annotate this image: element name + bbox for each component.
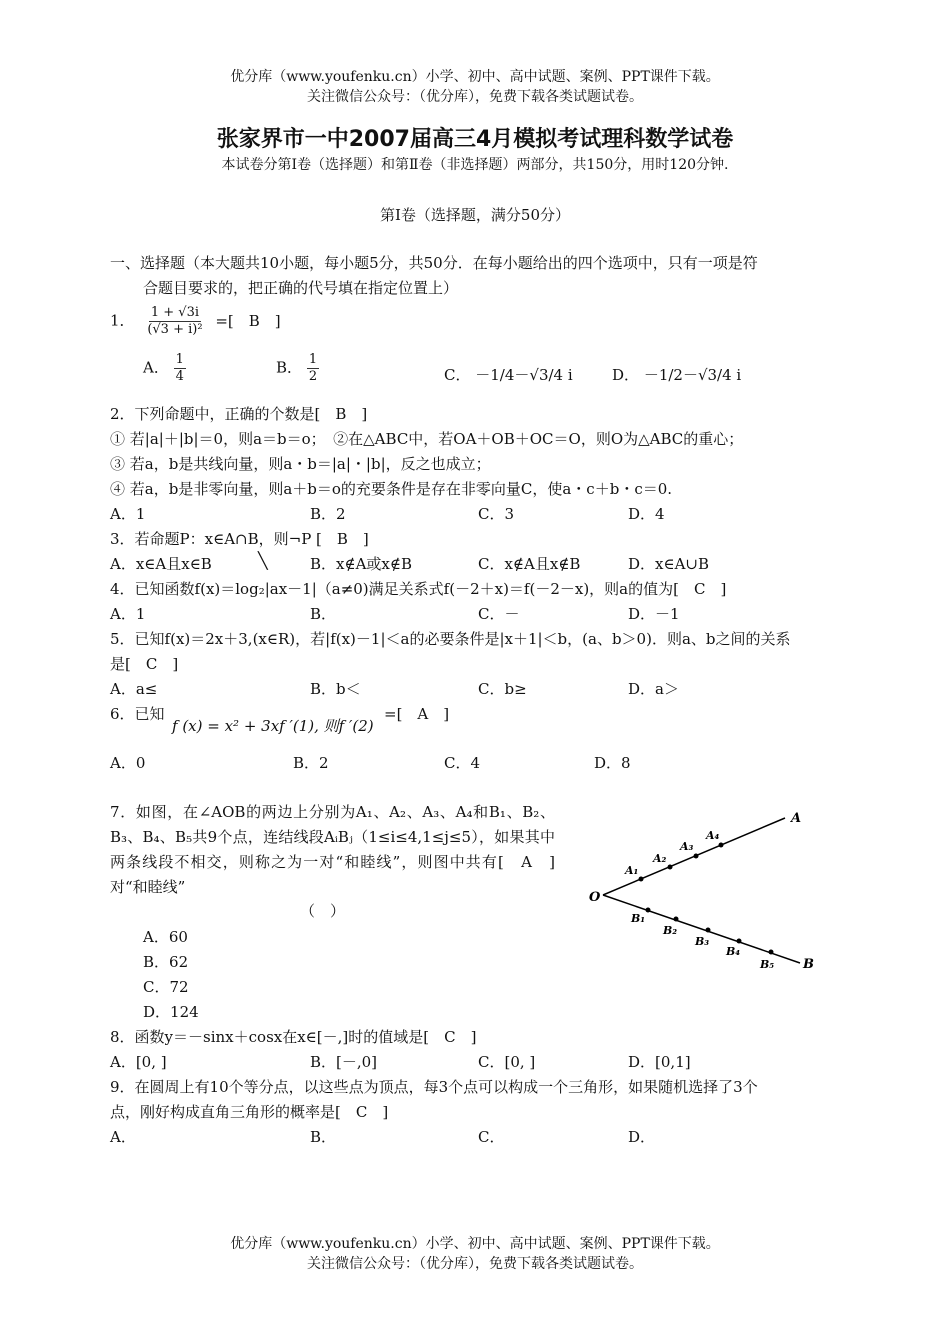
q4-option-b: B． <box>310 605 337 623</box>
section-title: 第Ⅰ卷（选择题，满分50分） <box>379 206 570 224</box>
label-b3: B₃ <box>695 935 710 948</box>
exam-title: 张家界市一中2007届高三4月模拟考试理科数学试卷 <box>216 127 734 152</box>
header-line-1: 优分库（www.youfenku.cn）小学、初中、高中试题、案例、PPT课件下载。 <box>230 69 720 85</box>
q1-option-b: B． $\frac{1}{2}$ <box>276 352 318 384</box>
label-b2: B₂ <box>663 924 678 937</box>
q6-answer: =[ A ] <box>384 705 450 723</box>
label-a2: A₂ <box>653 852 667 865</box>
header-line-2: 关注微信公众号：（优分库），免费下载各类试题试卷。 <box>307 89 643 105</box>
q2-option-a: A．1 <box>110 505 146 523</box>
point-b4 <box>737 939 742 944</box>
q9-option-b: B． <box>310 1128 337 1146</box>
q1-answer: =[ B ] <box>215 311 281 330</box>
exam-subtitle: 本试卷分第Ⅰ卷（选择题）和第Ⅱ卷（非选择题）两部分，共150分，用时120分钟. <box>221 157 729 173</box>
q2-stem: 2．下列命题中，正确的个数是[ B ] <box>110 405 368 423</box>
q2-statement-4: ④ 若a，b是非零向量，则a＋b＝o的充要条件是存在非零向量C，使a・c＋b・c＝0. <box>110 480 673 498</box>
instructions-line-2: 合题目要求的，把正确的代号填在指定位置上） <box>143 279 459 297</box>
question-1 <box>110 305 281 338</box>
q7-option-c: C．72 <box>143 978 189 996</box>
q5-stem-2: 是[ C ] <box>110 655 179 673</box>
q3-option-a: A．x∈A且x∈B <box>110 555 212 573</box>
q2-option-b: B．2 <box>310 505 346 523</box>
q6-option-a: A．0 <box>110 754 146 772</box>
angle-figure <box>575 800 825 980</box>
label-a1: A₁ <box>625 864 639 877</box>
q8-stem: 8．函数y＝－sinx＋cosx在x∈[－,]时的值域是[ C ] <box>110 1028 477 1046</box>
q1-numerator: 1 + √3i <box>150 305 200 320</box>
label-b: B <box>803 957 814 972</box>
point-b3 <box>706 928 711 933</box>
q3-option-c: C．x∉A且x∉B <box>478 555 581 573</box>
point-a4 <box>719 843 724 848</box>
q9-option-a: A． <box>110 1128 136 1146</box>
q8-option-a: A．[0, ] <box>110 1053 167 1071</box>
q7-stem: 7．如图，在∠AOB的两边上分别为A₁、A₂、A₃、A₄和B₁、B₂、B₃、B₄、B₅共9个点，连结线段AᵢBⱼ（1≤i≤4,1≤j≤5），如果其中两条线段不相交，则称之为一对“和睦线”，则图中共有[ A ]对“和睦线” <box>110 803 555 896</box>
q1-number: 1． <box>110 311 135 330</box>
q9-option-c: C． <box>478 1128 505 1146</box>
label-o: O <box>589 890 601 905</box>
q3-option-d: D．x∈A∪B <box>628 555 710 573</box>
q7-option-d: D．124 <box>143 1003 199 1021</box>
q3-option-b: B．x∉A或x∉B <box>310 555 413 573</box>
q3-stem: 3．若命题P：x∈A∩B，则¬P [ B ] <box>110 530 369 548</box>
instructions-line-1: 一、选择题（本大题共10小题，每小题5分，共50分．在每小题给出的四个选项中，只有一项是符 <box>110 254 758 272</box>
q6-formula: f (x) = x² + 3xf ′(1), 则f ′(2) <box>172 717 374 735</box>
q5-option-a: A．a≤ <box>110 680 158 698</box>
q1-option-d: D． －1/2－√3/4 i <box>612 366 742 384</box>
q4-option-a: A．1 <box>110 605 146 623</box>
point-b1 <box>646 908 651 913</box>
point-b2 <box>674 917 679 922</box>
q2-option-d: D．4 <box>628 505 665 523</box>
q8-option-b: B．[－,0] <box>310 1053 378 1071</box>
label-b5: B₅ <box>760 958 775 971</box>
q7-option-a: A．60 <box>143 928 188 946</box>
label-a3: A₃ <box>680 840 694 853</box>
q9-stem: 9．在圆周上有10个等分点，以这些点为顶点，每3个点可以构成一个三角形，如果随机选择了3个 <box>110 1078 758 1096</box>
q5-option-b: B．b＜ <box>310 680 361 698</box>
q1-fraction <box>145 305 204 338</box>
footer-line-2: 关注微信公众号：（优分库），免费下载各类试题试卷。 <box>307 1256 643 1272</box>
q7-option-b: B．62 <box>143 953 189 971</box>
q1-option-c: C． －1/4－√3/4 i <box>444 366 573 384</box>
q6-option-c: C．4 <box>444 754 481 772</box>
label-b4: B₄ <box>726 945 741 958</box>
q7-paren: （ ） <box>300 902 346 920</box>
q2-option-c: C．3 <box>478 505 515 523</box>
q1-denominator: (√3 + i)² <box>147 322 203 337</box>
q4-option-d: D．－1 <box>628 605 680 623</box>
q4-option-c: C．－ <box>478 605 520 623</box>
q5-option-c: C．b≥ <box>478 680 527 698</box>
slash-mark: ╲ <box>258 551 268 570</box>
q4-stem: 4．已知函数f(x)＝log₂|ax－1|（a≠0)满足关系式f(－2＋x)＝f(－2－x)，则a的值为[ C ] <box>110 580 727 598</box>
q8-option-c: C．[0, ] <box>478 1053 536 1071</box>
point-a2 <box>668 865 673 870</box>
q8-option-d: D．[0,1] <box>628 1053 691 1071</box>
label-b1: B₁ <box>631 912 646 925</box>
q9-stem-2: 点，刚好构成直角三角形的概率是[ C ] <box>110 1103 389 1121</box>
q1-option-a: A． $\frac{1}{4}$ <box>143 352 184 384</box>
q6-option-b: B．2 <box>293 754 329 772</box>
q2-statement-1: ① 若|a|＋|b|＝0，则a＝b＝o； ②在△ABC中，若OA＋OB＋OC＝O，则O为△ABC的重心； <box>110 430 744 448</box>
point-a1 <box>639 877 644 882</box>
point-b5 <box>769 950 774 955</box>
q2-statement-3: ③ 若a，b是共线向量，则a・b＝|a|・|b|，反之也成立； <box>110 455 491 473</box>
footer-line-1: 优分库（www.youfenku.cn）小学、初中、高中试题、案例、PPT课件下载。 <box>230 1236 720 1252</box>
q6-option-d: D．8 <box>594 754 631 772</box>
q6-stem: 6．已知 <box>110 705 165 723</box>
q5-option-d: D．a＞ <box>628 680 679 698</box>
label-a: A <box>791 811 802 826</box>
q9-option-d: D． <box>628 1128 656 1146</box>
point-a3 <box>694 854 699 859</box>
label-a4: A₄ <box>706 829 720 842</box>
q5-stem: 5．已知f(x)＝2x＋3,(x∈R)，若|f(x)－1|＜a的必要条件是|x＋1|＜b，(a、b＞0)．则a、b之间的关系 <box>110 630 791 648</box>
